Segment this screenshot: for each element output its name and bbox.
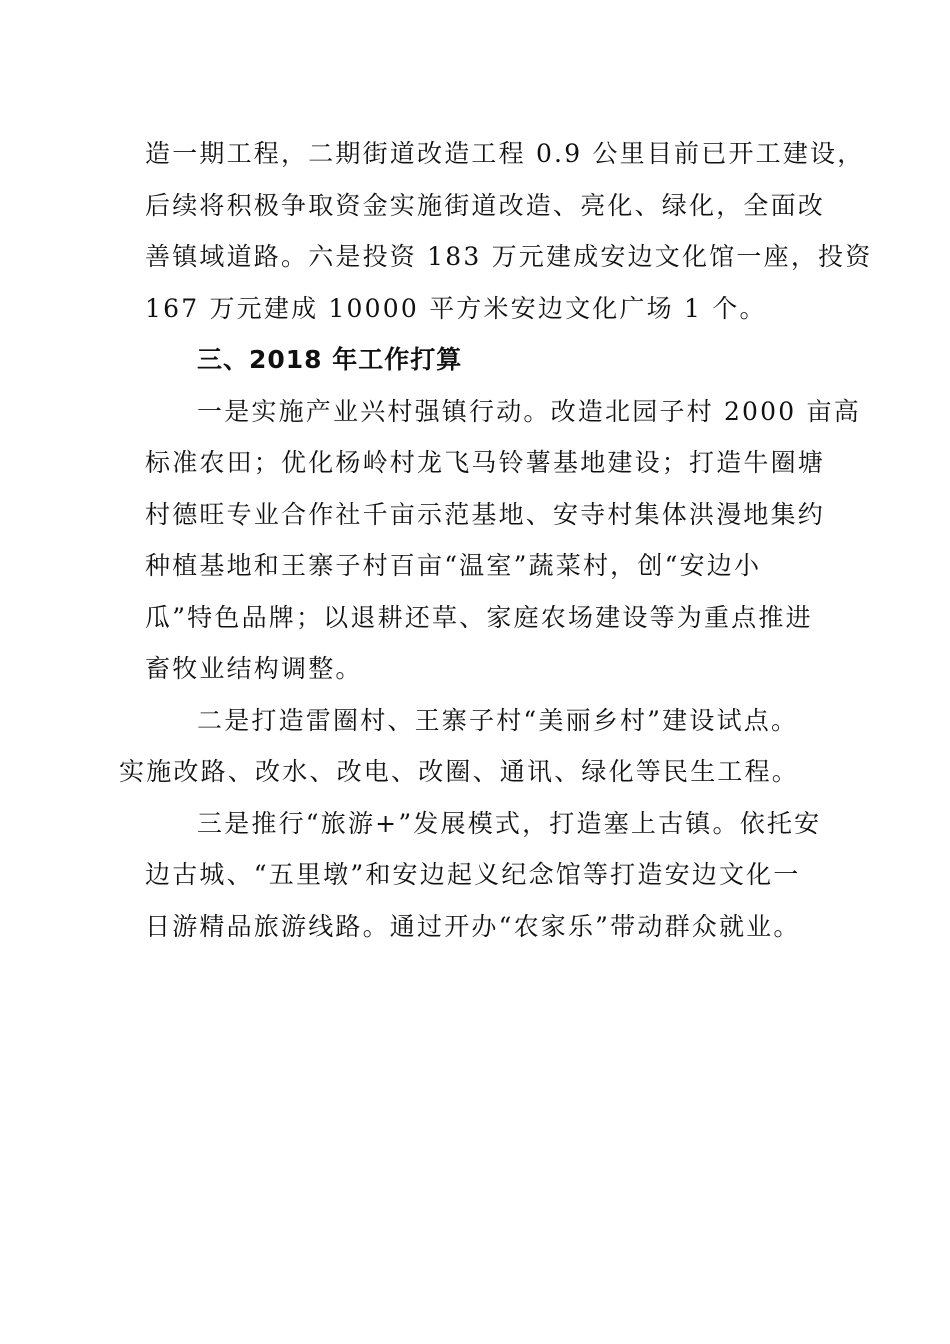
text-line: 造一期工程，二期街道改造工程 0.9 公里目前已开工建设， <box>145 139 865 168</box>
text-line: 畜牧业结构调整。 <box>145 654 363 683</box>
text-line: 实施改路、改水、改电、改圈、通讯、绿化等民生工程。 <box>119 757 800 786</box>
text-line: 二是打造雷圈村、王寨子村“美丽乡村”建设试点。 <box>197 705 799 735</box>
paragraph-item-3 <box>145 798 822 953</box>
text-line: 167 万元建成 10000 平方米安边文化广场 1 个。 <box>145 293 767 323</box>
text-line: 一是实施产业兴村强镇行动。改造北园子村 2000 亩高 <box>197 396 861 426</box>
text-line: 瓜”特色品牌；以退耕还草、家庭农场建设等为重点推进 <box>145 602 813 632</box>
paragraph-continued <box>145 128 873 334</box>
text-line: 种植基地和王寨子村百亩“温室”蔬菜村，创“安边小 <box>145 551 762 580</box>
paragraph-item-2 <box>119 695 815 798</box>
text-line: 边古城、“五里墩”和安边起义纪念馆等打造安边文化一 <box>145 860 801 889</box>
text-line: 村德旺专业合作社千亩示范基地、安寺村集体洪漫地集约 <box>145 499 826 529</box>
text-line: 三是推行“旅游+”发展模式，打造塞上古镇。依托安 <box>197 808 822 838</box>
document-body <box>119 128 873 952</box>
text-line: 日游精品旅游线路。通过开办“农家乐”带动群众就业。 <box>145 911 801 941</box>
paragraph-item-1 <box>145 386 861 695</box>
section-heading: 三、2018 年工作打算 <box>197 345 463 374</box>
text-line: 善镇域道路。六是投资 183 万元建成安边文化馆一座，投资 <box>145 242 873 271</box>
text-line: 标准农田；优化杨岭村龙飞马铃薯基地建设；打造牛圈塘 <box>145 448 826 477</box>
text-line: 后续将积极争取资金实施街道改造、亮化、绿化，全面改 <box>145 190 826 220</box>
